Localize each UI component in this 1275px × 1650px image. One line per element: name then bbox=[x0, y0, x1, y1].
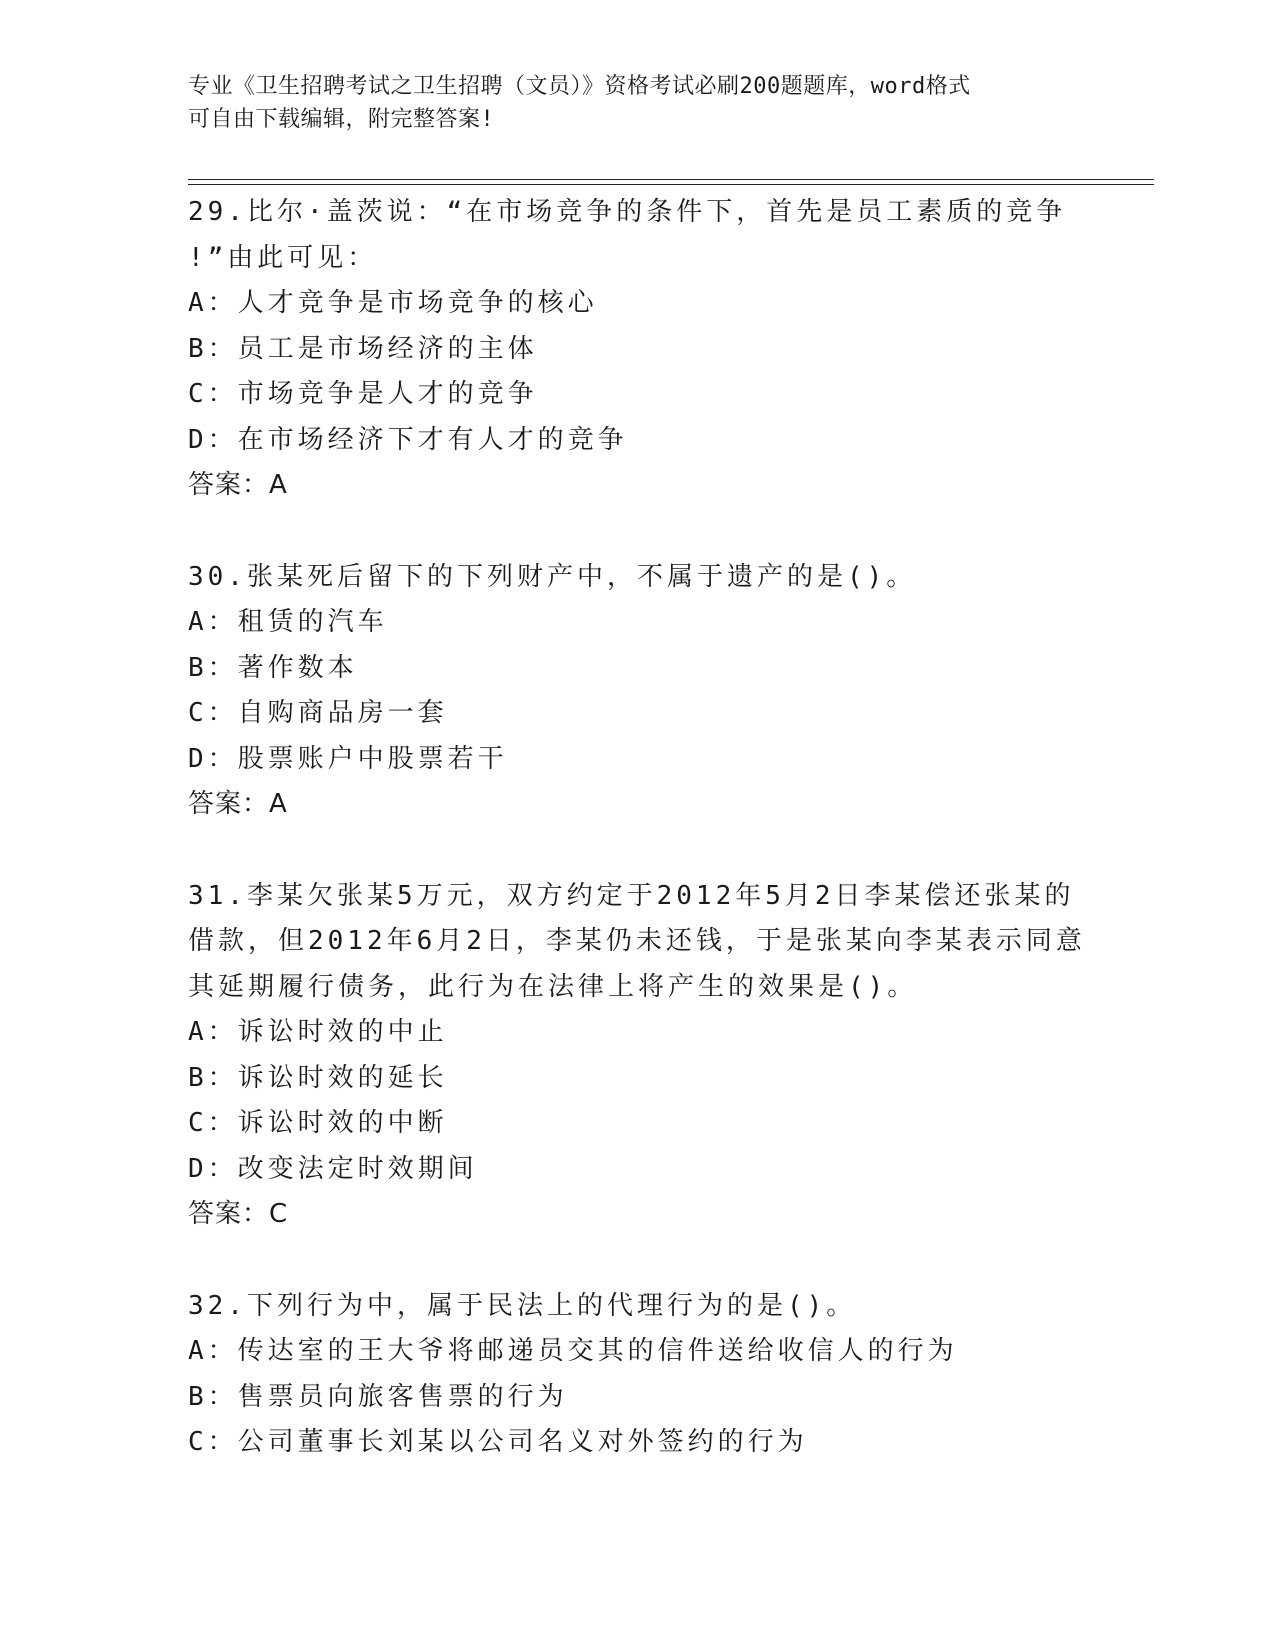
question-stem: 31.李某欠张某5万元，双方约定于2012年5月2日李某偿还张某的 bbox=[188, 880, 1075, 911]
option-c: C：公司董事长刘某以公司名义对外签约的行为 bbox=[188, 1427, 808, 1457]
question-stem: 30.张某死后留下的下列财产中，不属于遗产的是()。 bbox=[188, 561, 917, 592]
header-divider-top bbox=[188, 179, 1154, 180]
header-divider-bottom bbox=[188, 184, 1154, 185]
question-stem: 32.下列行为中，属于民法上的代理行为的是()。 bbox=[188, 1290, 857, 1321]
option-d: D：在市场经济下才有人才的竞争 bbox=[188, 424, 628, 455]
question-30 bbox=[188, 555, 1108, 828]
answer: 答案：C bbox=[188, 1199, 289, 1229]
question-29 bbox=[188, 190, 1108, 509]
option-b: B：著作数本 bbox=[188, 652, 358, 683]
option-c: C：自购商品房一套 bbox=[188, 698, 448, 728]
question-stem: !”由此可见： bbox=[188, 242, 378, 273]
header-line-2: 可自由下载编辑，附完整答案! bbox=[188, 107, 495, 132]
question-stem: 29.比尔·盖茨说：“在市场竞争的条件下，首先是员工素质的竞争 bbox=[188, 197, 1067, 227]
document-header bbox=[188, 70, 1088, 136]
option-a: A：诉讼时效的中止 bbox=[188, 1017, 448, 1047]
answer: 答案：A bbox=[188, 789, 288, 819]
header-line-1: 专业《卫生招聘考试之卫生招聘（文员）》资格考试必刷200题题库，word格式 bbox=[188, 74, 971, 99]
option-a: A：租赁的汽车 bbox=[188, 607, 388, 637]
option-b: B：诉讼时效的延长 bbox=[188, 1062, 448, 1093]
option-d: D：股票账户中股票若干 bbox=[188, 743, 508, 774]
question-stem: 其延期履行债务，此行为在法律上将产生的效果是()。 bbox=[188, 971, 918, 1002]
option-a: A：传达室的王大爷将邮递员交其的信件送给收信人的行为 bbox=[188, 1336, 958, 1366]
option-c: C：诉讼时效的中断 bbox=[188, 1108, 448, 1138]
question-stem: 借款，但2012年6月2日，李某仍未还钱，于是张某向李某表示同意 bbox=[188, 926, 1086, 956]
option-d: D：改变法定时效期间 bbox=[188, 1153, 478, 1184]
option-a: A：人才竞争是市场竞争的核心 bbox=[188, 288, 598, 318]
option-b: B：售票员向旅客售票的行为 bbox=[188, 1381, 568, 1412]
option-b: B：员工是市场经济的主体 bbox=[188, 333, 538, 364]
question-31 bbox=[188, 874, 1108, 1238]
question-32 bbox=[188, 1284, 1108, 1466]
option-c: C：市场竞争是人才的竞争 bbox=[188, 379, 538, 409]
question-list bbox=[188, 190, 1108, 1512]
answer: 答案：A bbox=[188, 470, 288, 500]
